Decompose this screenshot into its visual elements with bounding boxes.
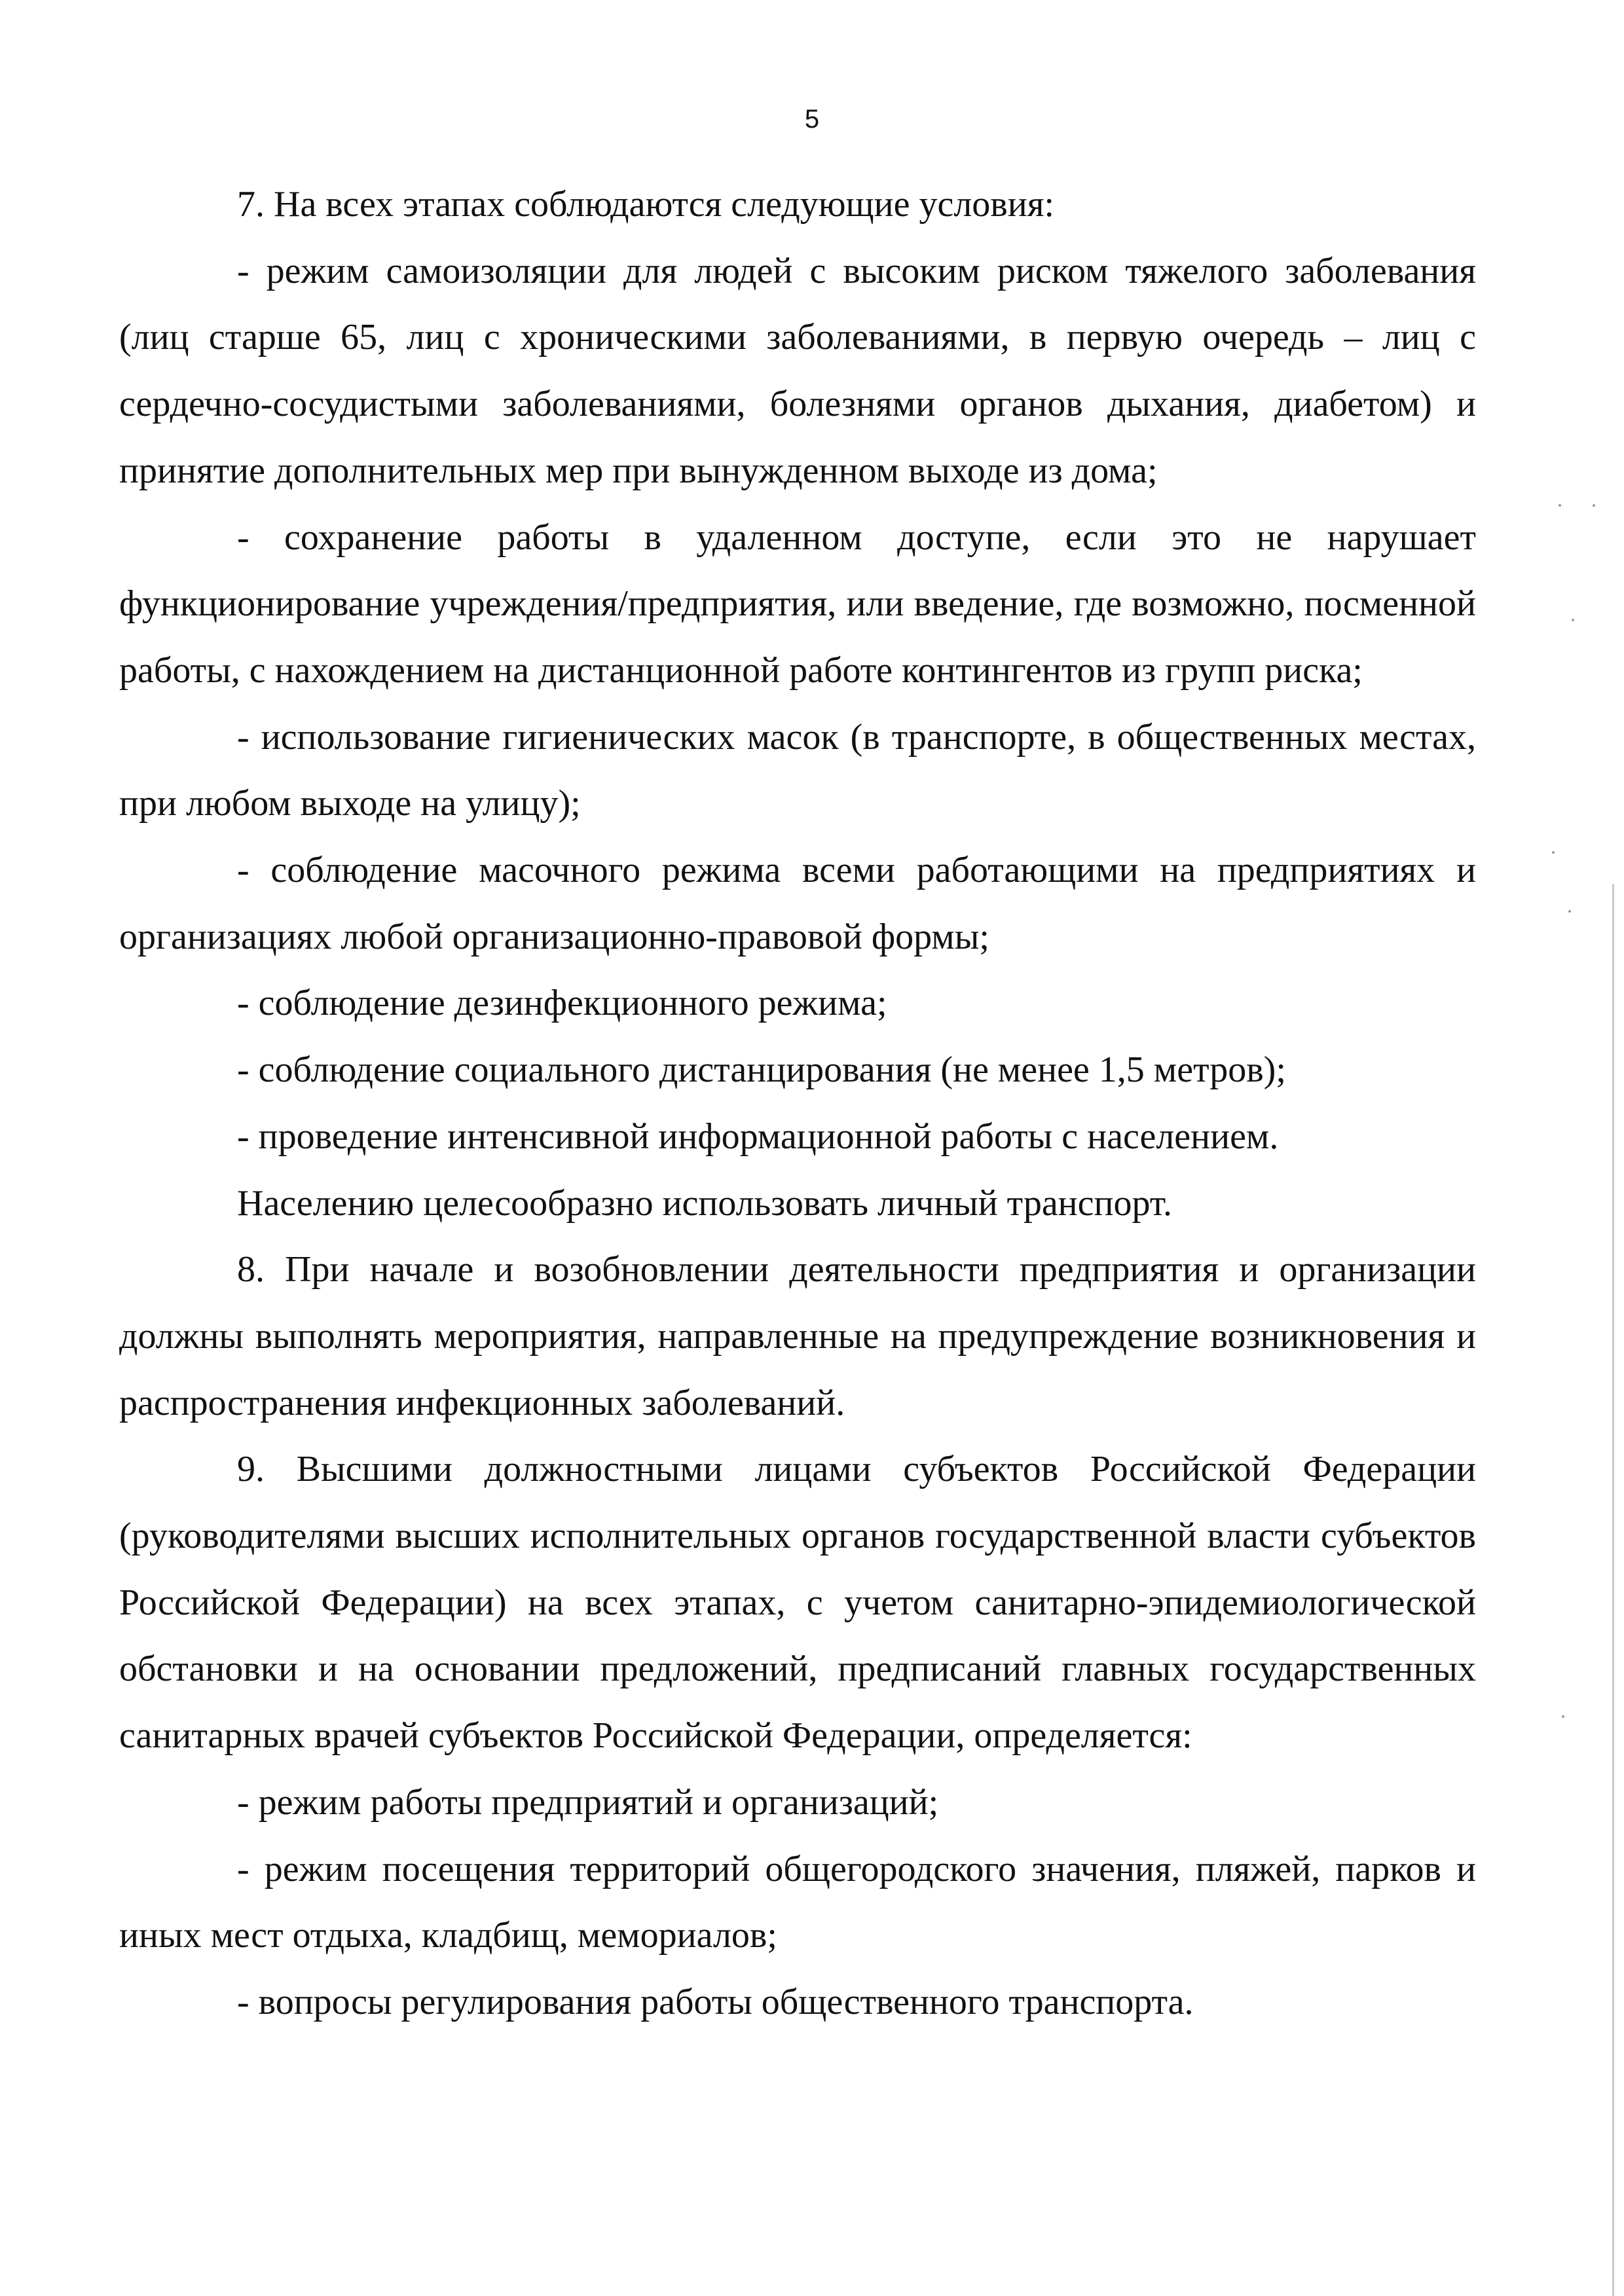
list-item-hygienic-masks: - использование гигиенических масок (в транспорте, в общественных местах, при любом выходе на улицу); [119, 716, 1476, 824]
scan-edge-line [1612, 884, 1614, 2296]
list-item-social-distancing: - соблюдение социального дистанцирования (не менее 1,5 метров); [237, 1049, 1286, 1091]
paragraph-8: 8. При начале и возобновлении деятельности предприятия и организации должны выполнять мероприятия, направленные на предупреждение возникновения и распространения инфекционных заболеваний. [119, 1249, 1476, 1423]
list-item-information-work: - проведение интенсивной информационной работы с населением. [237, 1116, 1279, 1157]
scan-speck [1559, 504, 1561, 507]
paragraph-7-heading: 7. На всех этапах соблюдаются следующие условия: [237, 184, 1055, 225]
scan-speck [1568, 910, 1571, 913]
list-item-public-transport: - вопросы регулирования работы общественного транспорта. [237, 1981, 1194, 2022]
list-item-remote-work: - сохранение работы в удаленном доступе, если это не нарушает функционирование учреждения/предприятия, или введение, где возможно, посменной работы, с нахождением на дистанционной работе контингентов из групп риска; [119, 517, 1476, 691]
list-item-visit-regime: - режим посещения территорий общегородского значения, пляжей, парков и иных мест отдыха, кладбищ, мемориалов; [119, 1848, 1476, 1956]
list-item-disinfection: - соблюдение дезинфекционного режима; [237, 983, 887, 1024]
scan-speck [1562, 1715, 1564, 1718]
list-item-work-regime: - режим работы предприятий и организаций; [237, 1781, 939, 1823]
document-body [119, 172, 1476, 2036]
list-item-mask-regime: - соблюдение масочного режима всеми работающими на предприятиях и организациях любой организационно-правовой формы; [119, 850, 1476, 957]
list-item-self-isolation: - режим самоизоляции для людей с высоким риском тяжелого заболевания (лиц старше 65, лиц с хроническими заболеваниями, в первую очередь – лиц с сердечно-сосудистыми заболеваниями, болезнями органов дыхания, диабетом) и принятие дополнительных мер при вынужденном выходе из дома; [119, 250, 1476, 491]
paragraph-9: 9. Высшими должностными лицами субъектов Российской Федерации (руководителями высших исполнительных органов государственной власти субъектов Российской Федерации) на всех этапах, с учетом санитарно-эпидемиологической обстановки и на основании предложений, предписаний главных государственных санитарных врачей субъектов Российской Федерации, определяется: [119, 1449, 1476, 1757]
page-number: 5 [804, 105, 820, 134]
paragraph-personal-transport: Населению целесообразно использовать личный транспорт. [237, 1182, 1172, 1224]
scan-speck [1572, 619, 1574, 621]
scan-speck [1552, 851, 1555, 854]
scan-speck [1593, 504, 1595, 507]
